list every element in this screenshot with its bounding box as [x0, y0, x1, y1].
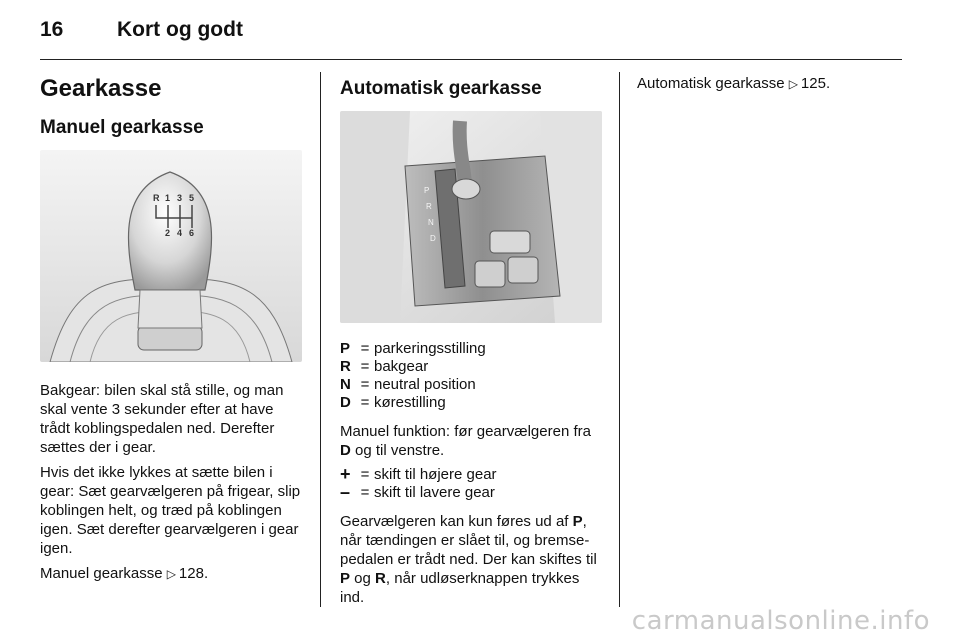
paragraph-gear-failure: Hvis det ikke lykkes at sætte bilen i gear: Sæt gearvælgeren på frigear, slip koblingen helt, og træd på koblingen igen. Sæt derefter gearvælgeren i gear igen.: [40, 464, 301, 557]
manual-gear-knob-illustration: [40, 150, 302, 362]
shift-label-r: R: [153, 193, 160, 203]
xref-label: Manuel gearkasse: [40, 565, 163, 582]
column-divider-1: [320, 72, 321, 607]
section-title: Gearkasse: [40, 75, 162, 102]
shift-row-up: + = skift til højere gear: [340, 464, 497, 484]
svg-text:P: P: [424, 186, 430, 195]
xref-automatic-gearbox[interactable]: [637, 74, 902, 94]
position-row-n: N = neutral position: [340, 376, 476, 393]
plus-icon: +: [340, 464, 351, 484]
position-row-r: R = bakgear: [340, 358, 429, 375]
column-divider-2: [619, 72, 620, 607]
xref-page: 125.: [800, 75, 831, 92]
minus-icon: –: [340, 482, 351, 502]
automatic-gearbox-title: Automatisk gearkasse: [340, 78, 542, 99]
page-ref-arrow-icon: ▷: [788, 77, 798, 91]
svg-text:R: R: [426, 202, 432, 211]
shift-label-3: 3: [177, 193, 183, 203]
position-row-d: D = kørestilling: [340, 394, 446, 411]
shift-label-6: 6: [189, 228, 195, 238]
svg-text:N: N: [428, 218, 434, 227]
column-2: [340, 74, 602, 613]
shift-label-4: 4: [177, 228, 183, 238]
shift-definitions: [340, 466, 602, 502]
column-3: [637, 74, 902, 94]
release-paragraph: Gearvælgeren kan kun føres ud af P, når tændingen er slået til, og bremsepedalen er trådt ned. Der kan skiftes til P og R, når udløserknappen trykkes ind.: [340, 513, 597, 606]
position-definitions: [340, 340, 602, 412]
automatic-gear-selector-illustration: [340, 111, 602, 323]
xref-manual-gearbox[interactable]: [40, 564, 302, 584]
page-ref-arrow-icon: ▷: [166, 567, 176, 581]
watermark: carmanualsonline.info: [631, 606, 930, 636]
position-row-p: P = parkeringsstilling: [340, 340, 486, 357]
xref-page: 128.: [178, 565, 209, 582]
manual-mode-paragraph: Manuel funktion: før gearvælgeren fra D og til venstre.: [340, 423, 591, 459]
shift-label-2: 2: [165, 228, 171, 238]
paragraph-reverse-gear: Bakgear: bilen skal stå stille, og man skal vente 3 sekunder efter at have trådt koblingspedalen ned. Derefter sættes der i gear.: [40, 382, 284, 456]
shift-label-5: 5: [189, 193, 195, 203]
column-1: [40, 74, 302, 584]
xref-label: Automatisk gearkasse: [637, 75, 785, 92]
svg-text:D: D: [430, 234, 436, 243]
shift-row-down: – = skift til lavere gear: [340, 482, 495, 502]
page-number: 16: [40, 18, 64, 41]
subsection-title: Manuel gearkasse: [40, 117, 204, 138]
header-rule: [40, 59, 902, 60]
shift-label-1: 1: [165, 193, 171, 203]
header-title: Kort og godt: [117, 18, 243, 41]
